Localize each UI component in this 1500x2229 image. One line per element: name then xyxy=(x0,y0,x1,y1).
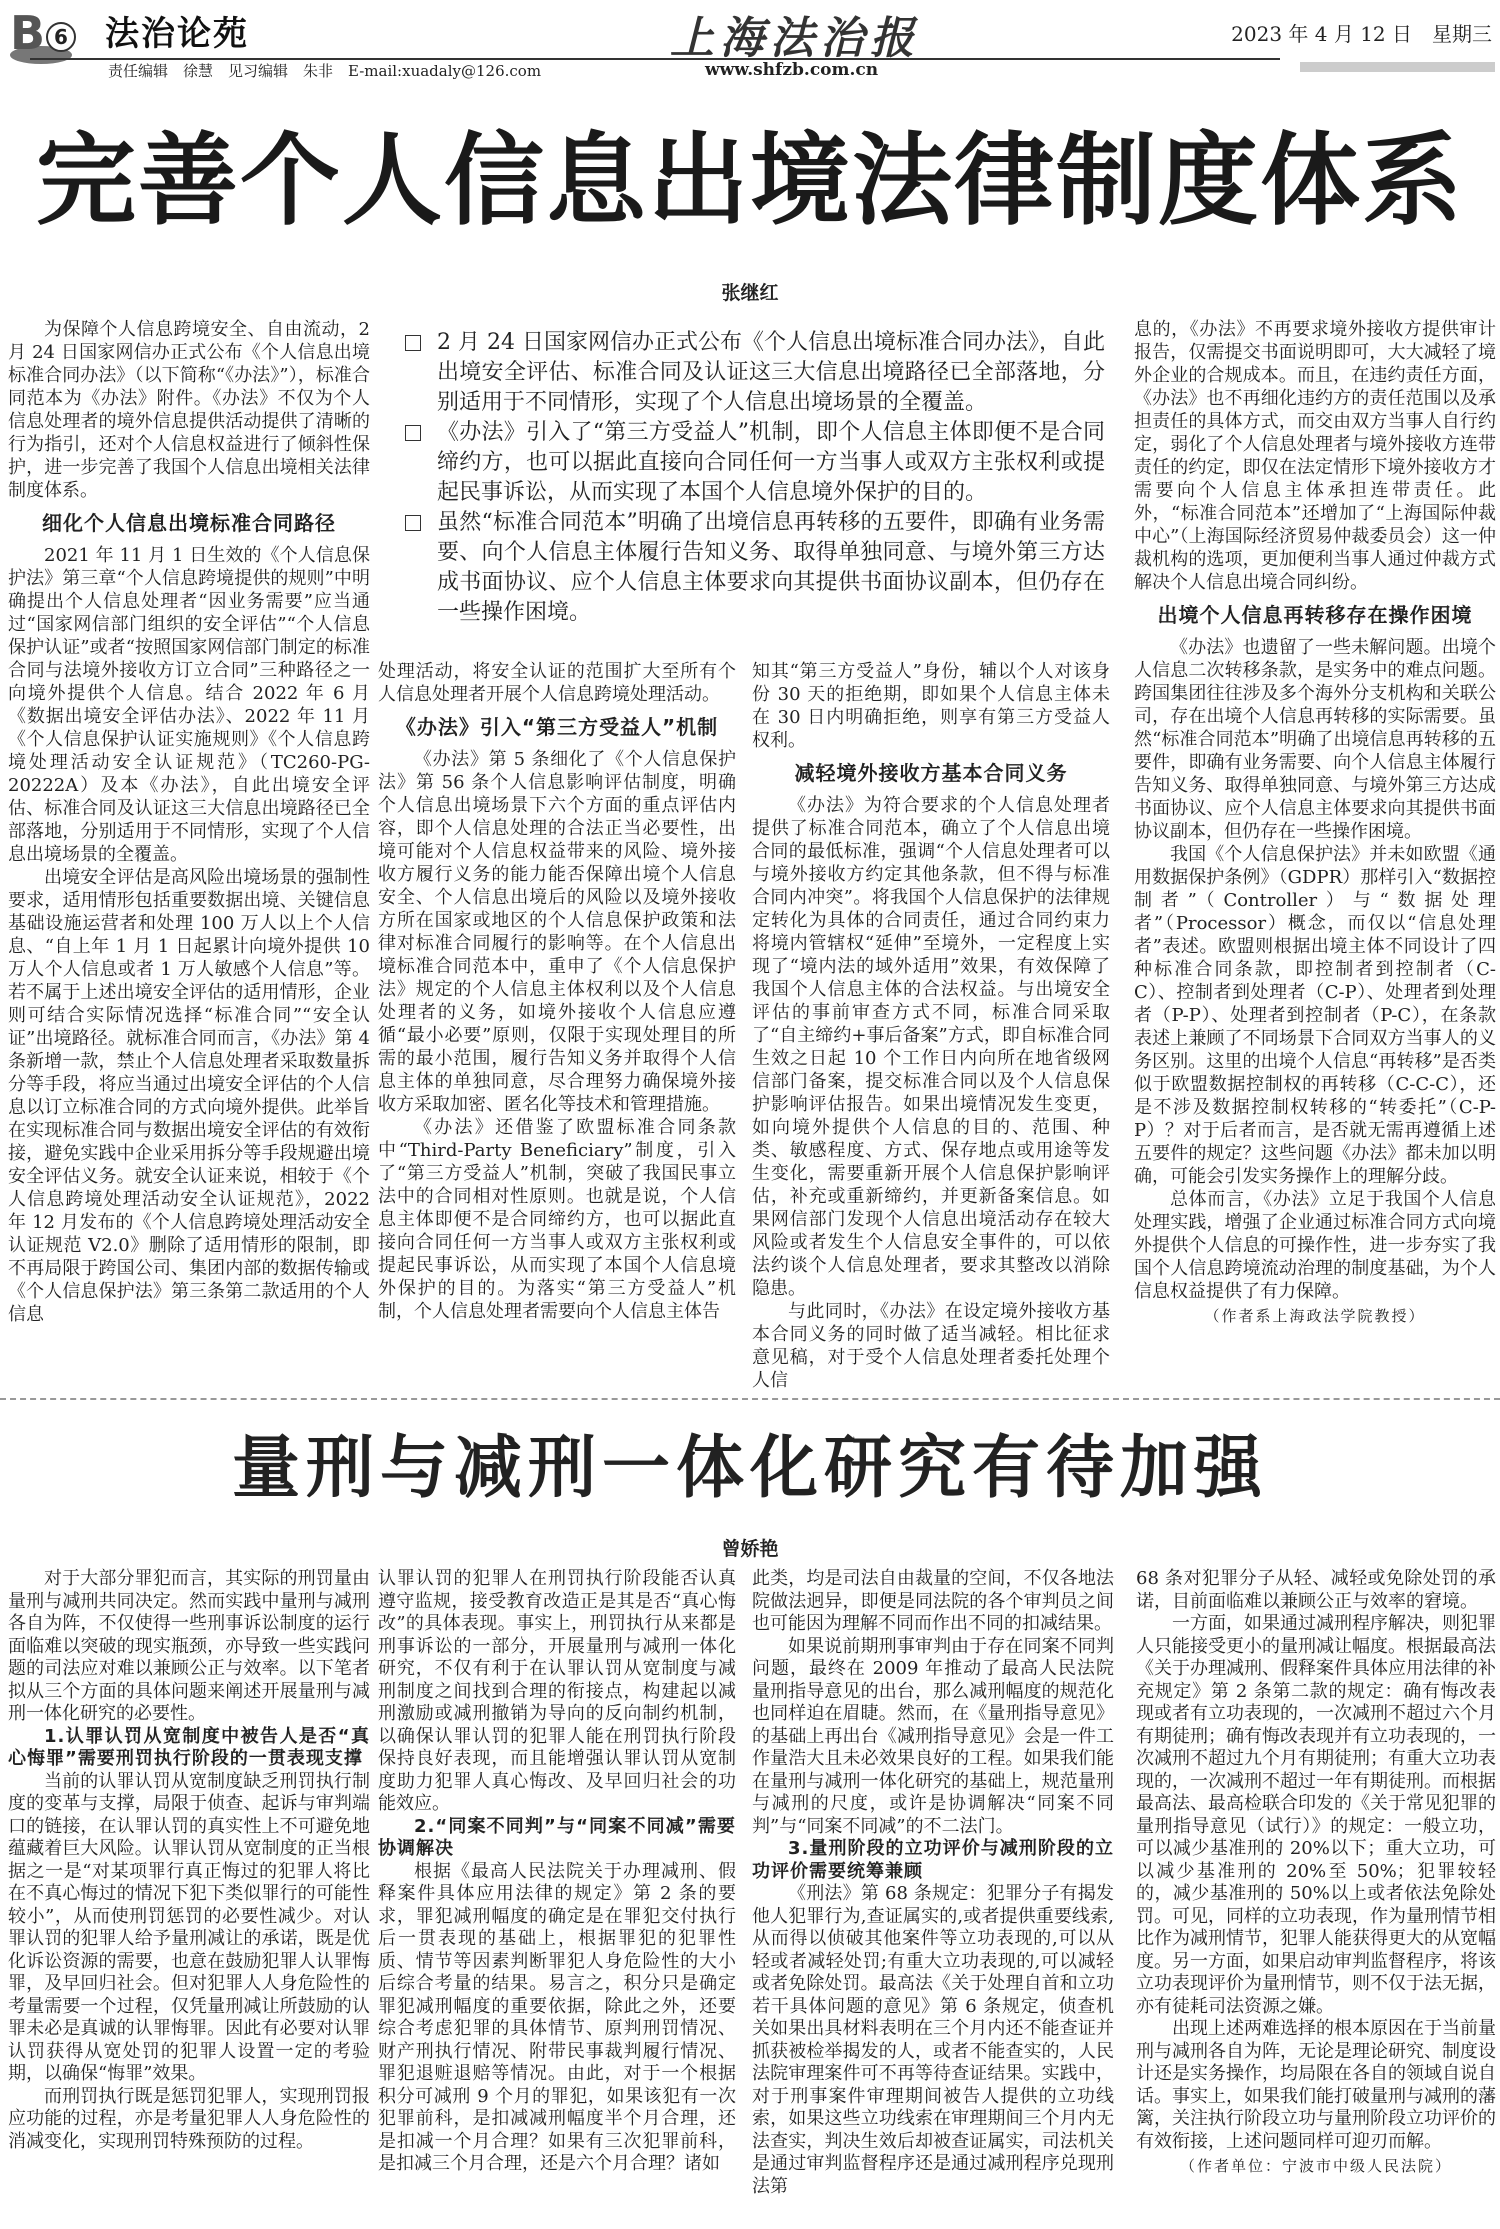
article1-column-2 xyxy=(378,660,736,1323)
summary-text: 虽然“标准合同范本”明确了出境信息再转移的五要件，即确有业务需要、向个人信息主体履行告知义务、取得单独同意、与境外第三方达成书面协议、应个人信息主体要求向其提供书面协议副本，但仍存在一些操作困境。 xyxy=(437,510,1105,625)
summary-box xyxy=(405,328,1105,628)
paragraph: 出现上述两难选择的根本原因在于当前量刑与减刑各自为阵，无论是理论研究、制度设计还是实务操作，均局限在各自的领域自说自话。事实上，如果我们能打破量刑与减刑的藩篱，关注执行阶段立功与量刑阶段立功评价的有效衔接，上述问题同样可迎刃而解。 xyxy=(1136,2018,1496,2152)
square-bullet-icon xyxy=(405,515,421,531)
article2-column-3 xyxy=(752,1568,1114,2198)
summary-item xyxy=(405,328,1105,418)
newspaper-masthead: 上海法治报 xyxy=(670,13,920,64)
paragraph: 息的，《办法》不再要求境外接收方提供审计报告，仅需提交书面说明即可，大大减轻了境外企业的合规成本。而且，在违约责任方面，《办法》也不再细化违约方的责任范围以及承担责任的具体方式，而交由双方当事人自行约定，弱化了个人信息处理者与境外接收方连带责任的约定，即仅在法定情形下境外接收方才需要向个人信息主体承担连带责任。此外，“标准合同范本”还增加了“上海国际仲裁中心”（上海国际经济贸易仲裁委员会）这一仲裁机构的选项，更加便利当事人通过仲裁方式解决个人信息出境合同纠纷。 xyxy=(1134,319,1496,593)
article2-column-4 xyxy=(1136,1568,1496,2178)
paragraph: 而刑罚执行既是惩罚犯罪人，实现刑罚报应功能的过程，亦是考量犯罪人人身危险性的消减变化，实现刑罚特殊预防的过程。 xyxy=(8,2085,370,2152)
subheading: 3.量刑阶段的立功评价与减刑阶段的立功评价需要统筹兼顾 xyxy=(752,1838,1114,1882)
page-code: B xyxy=(10,6,46,60)
article1-author: 张继红 xyxy=(721,282,779,304)
summary-text: 《办法》引入了“第三方受益人”机制，即个人信息主体即便不是合同缔约方，也可以据此直接向合同任何一方当事人或双方主张权利或提起民事诉讼，从而实现了本国个人信息境外保护的目的。 xyxy=(437,420,1105,505)
paragraph: 《办法》第 5 条细化了《个人信息保护法》第 56 条个人信息影响评估制度，明确个人信息出境场景下六个方面的重点评估内容，即个人信息处理的合法正当必要性，出境可能对个人信息权益带来的风险、境外接收方履行义务的能力能否保障出境个人信息安全、个人信息出境后的风险以及境外接收方所在国家或地区的个人信息保护政策和法律对标准合同履行的影响等。在个人信息出境标准合同范本中，重申了《个人信息保护法》规定的个人信息主体权利以及个人信息处理者的义务，如境外接收个人信息应遵循“最小必要”原则，仅限于实现处理目的所需的最小范围，履行告知义务并取得个人信息主体的单独同意，尽合理努力确保境外接收方采取加密、匿名化等技术和管理措施。 xyxy=(378,749,736,1115)
author-affiliation: （作者系上海政法学院教授） xyxy=(1204,1307,1426,1325)
article-divider xyxy=(0,1398,1500,1400)
paragraph: 与此同时，《办法》在设定境外接收方基本合同义务的同时做了适当减轻。相比征求意见稿，对于受个人信息处理者委托处理个人信 xyxy=(752,1301,1110,1391)
article1-column-3 xyxy=(752,660,1110,1392)
subheading: 减轻境外接收方基本合同义务 xyxy=(794,761,1068,785)
paragraph: 68 条对犯罪分子从轻、减轻或免除处罚的承诺，目前面临难以兼顾公正与效率的窘境。 xyxy=(1136,1568,1496,1612)
paragraph: 如果说前期刑事审判由于存在同案不同判问题，最终在 2009 年推动了最高人民法院量刑指导意见的出台，那么减刑幅度的规范化也同样迫在眉睫。然而，在《量刑指导意见》的基础上再出台《减刑指导意见》会是一件工作量浩大且未必效果良好的工程。如果我们能在量刑与减刑一体化研究的基础上，规范量刑与减刑的尺度，或许是协调解决“同案不同判”与“同案不同减”的不二法门。 xyxy=(752,1635,1114,1837)
paragraph: 认罪认罚的犯罪人在刑罚执行阶段能否认真遵守监规，接受教育改造正是其是否“真心悔改”的具体表现。事实上，刑罚执行从来都是刑事诉讼的一部分，开展量刑与减刑一体化研究，不仅有利于在认罪认罚从宽制度与减刑制度之间找到合理的衔接点，构建起以减刑激励或减刑撤销为导向的反向制约机制，以确保认罪认罚的犯罪人能在刑罚执行阶段保持良好表现，而且能增强认罪认罚从宽制度助力犯罪人真心悔改、及早回归社会的功能效应。 xyxy=(378,1568,736,1814)
website-url: www.shfzb.com.cn xyxy=(705,60,879,80)
article1-title: 完善个人信息出境法律制度体系 xyxy=(36,122,1464,239)
paragraph: 2021 年 11 月 1 日生效的《个人信息保护法》第三章“个人信息跨境提供的规则”中明确提出个人信息处理者“因业务需要”应当通过“国家网信部门组织的安全评估”“个人信息保护认证”或者“按照国家网信部门制定的标准合同与法境外接收方订立合同”三种路径之一向境外提供个人信息。结合 2022 年 6 月《数据出境安全评估办法》、2022 年 11 月《个人信息保护认证实施规则》《个人信息跨境处理活动安全认证规范》（TC260-PG-20222A）及本《办法》，自此出境安全评估、标准合同及认证这三大信息出境路径已全部落地，分别适用于不同情形，实现了个人信息出境场景的全覆盖。 xyxy=(8,545,370,865)
page-number-logo xyxy=(10,6,90,62)
page-number: 6 xyxy=(46,22,76,52)
article2-column-1 xyxy=(8,1568,370,2153)
paragraph: 根据《最高人民法院关于办理减刑、假释案件具体应用法律的规定》第 2 条的要求，罪犯减刑幅度的确定是在罪犯交付执行后一贯表现的基础上，根据罪犯的犯罪性质、情节等因素判断罪犯人身危险性的大小后综合考量的结果。易言之，积分只是确定罪犯减刑幅度的重要依据，除此之外，还要综合考虑犯罪的具体情节、原判刑罚情况、财产刑执行情况、附带民事裁判履行情况、罪犯退赃退赔等情况。由此，对于一个根据积分可减刑 9 个月的罪犯，如果该犯有一次犯罪前科，是扣减减刑幅度半个月合理，还是扣减一个月合理？如果有三次犯罪前科，是扣减三个月合理，还是六个月合理？诸如 xyxy=(378,1860,736,2174)
paragraph: 当前的认罪认罚从宽制度缺乏刑罚执行制度的变革与支撑，局限于侦查、起诉与审判端口的链接，在认罪认罚的真实性上不可避免地蕴藏着巨大风险。认罪认罚从宽制度的正当根据之一是“对某项罪行真正悔过的犯罪人将比在不真心悔过的情况下犯下类似罪行的可能性较小”，从而使刑罚惩罚的必要性减少。对认罪认罚的犯罪人给予量刑减让的承诺，既是优化诉讼资源的需要，也意在鼓励犯罪人认罪悔罪，及早回归社会。但对犯罪人人身危险性的考量需要一个过程，仅凭量刑减让所鼓励的认罪未必是真诚的认罪悔罪。因此有必要对认罪认罚获得从宽处罚的犯罪人设置一定的考验期，以确保“悔罪”效果。 xyxy=(8,1770,370,2084)
author-affiliation: （作者单位：宁波市中级人民法院） xyxy=(1179,2157,1452,2175)
subheading: 2.“同案不同判”与“同案不同减”需要协调解决 xyxy=(378,1815,736,1859)
summary-item xyxy=(405,418,1105,508)
paragraph: 此类，均是司法自由裁量的空间，不仅各地法院做法迥异，即便是同法院的各个审判员之间也可能因为理解不同而作出不同的扣减结果。 xyxy=(752,1568,1114,1634)
article2-title: 量刑与减刑一体化研究有待加强 xyxy=(231,1429,1268,1508)
article1-column-1 xyxy=(8,318,370,1326)
paragraph: 《办法》也遗留了一些未解问题。出境个人信息二次转移条款，是实务中的难点问题。跨国集团往往涉及多个海外分支机构和关联公司，存在出境个人信息再转移的实际需要。虽然“标准合同范本”明确了出境信息再转移的五要件，即确有业务需要、向个人信息主体履行告知义务、取得单独同意、与境外第三方达成书面协议、应个人信息主体要求向其提供书面协议副本，但仍存在一些操作困境。 xyxy=(1134,637,1496,842)
editors-line: 责任编辑 徐慧 见习编辑 朱非 E-mail:xuadaly@126.com xyxy=(108,62,542,80)
paragraph: 出境安全评估是高风险出境场景的强制性要求，适用情形包括重要数据出境、关键信息基础设施运营者和处理 100 万人以上个人信息、“自上年 1 月 1 日起累计向境外提供 10 万人个人信息或者 1 万人敏感个人信息”等。若不属于上述出境安全评估的适用情形，企业则可结合实际情况选择“标准合同”“安全认证”出境路径。就标准合同而言，《办法》第 4 条新增一款，禁止个人信息处理者采取数量拆分等手段，将应当通过出境安全评估的个人信息以订立标准合同的方式向境外提供。此举旨在实现标准合同与数据出境安全评估的有效衔接，避免实践中企业采用拆分等手段规避出境安全评估义务。就安全认证来说，相较于《个人信息跨境处理活动安全认证规范》，2022 年 12 月发布的《个人信息跨境处理活动安全认证规范 V2.0》删除了适用情形的限制，即不再局限于跨国公司、集团内部的数据传输或《个人信息保护法》第三条第二款适用的个人信息 xyxy=(8,867,370,1325)
subheading: 1.认罪认罚从宽制度中被告人是否“真心悔罪”需要刑罚执行阶段的一贯表现支撑 xyxy=(8,1725,370,1769)
article2-column-2 xyxy=(378,1568,736,2176)
paragraph: 《办法》还借鉴了欧盟标准合同条款中“Third-Party Beneficiary”制度，引入了“第三方受益人”机制，突破了我国民事立法中的合同相对性原则。也就是说，个人信息主体即便不是合同缔约方，也可以据此直接向合同任何一方当事人或双方主张权利或提起民事诉讼，从而实现了本国个人信息境外保护的目的。为落实“第三方受益人”机制，个人信息处理者需要向个人信息主体告 xyxy=(378,1117,736,1322)
article2-author: 曾娇艳 xyxy=(721,1538,779,1560)
issue-date: 2023 年 4 月 12 日 星期三 xyxy=(1231,22,1492,46)
paragraph: 《刑法》第 68 条规定：犯罪分子有揭发他人犯罪行为,查证属实的,或者提供重要线索,从而得以侦破其他案件等立功表现的,可以从轻或者减轻处罚;有重大立功表现的,可以减轻或者免除处罚。最高法《关于处理自首和立功若干具体问题的意见》第 6 条规定，侦查机关如果出具材料表明在三个月内还不能查证并抓获被检举揭发的人，或者不能查实的，人民法院审理案件可不再等待查证结果。实践中，对于刑事案件审理期间被告人提供的立功线索，如果这些立功线索在审理期间三个月内无法查实，判决生效后却被查证属实，司法机关是通过审判监督程序还是通过减刑程序兑现刑法第 xyxy=(752,1883,1114,2197)
paragraph: 《办法》为符合要求的个人信息处理者提供了标准合同范本，确立了个人信息出境合同的最低标准，强调“个人信息处理者可以与境外接收方约定其他条款，但不得与标准合同内冲突”。将我国个人信息保护的法律规定转化为具体的合同责任，通过合同约束力将境内管辖权“延伸”至境外，一定程度上实现了“境内法的域外适用”效果，有效保障了我国个人信息主体的合法权益。与出境安全评估的事前审查方式不同，标准合同采取了“自主缔约+事后备案”方式，即自标准合同生效之日起 10 个工作日内向所在地省级网信部门备案，提交标准合同以及个人信息保护影响评估报告。如果出境情况发生变更，如向境外提供个人信息的目的、范围、种类、敏感程度、方式、保存地点或用途等发生变化，需要重新开展个人信息保护影响评估，补充或重新缔约，并更新备案信息。如果网信部门发现个人信息出境活动存在较大风险或者发生个人信息安全事件的，可以依法约谈个人信息处理者，要求其整改以消除隐患。 xyxy=(752,795,1110,1299)
paragraph: 一方面，如果通过减刑程序解决，则犯罪人只能接受更小的量刑减让幅度。根据最高法《关于办理减刑、假释案件具体应用法律的补充规定》第 2 条第二款的规定：确有悔改表现或者有立功表现的，一次减刑不超过六个月有期徒刑；确有悔改表现并有立功表现的，一次减刑不超过九个月有期徒刑；有重大立功表现的，一次减刑不超过一年有期徒刑。而根据最高法、最高检联合印发的《关于常见犯罪的量刑指导意见（试行）》的规定：一般立功，可以减少基准刑的 20%以下；重大立功，可以减少基准刑的 20%至 50%；犯罪较轻的，减少基准刑的 50%以上或者依法免除处罚。可见，同样的立功表现，作为量刑情节相比作为减刑情节，犯罪人能获得更大的从宽幅度。另一方面，如果启动审判监督程序，将该立功表现评价为量刑情节，则不仅于法无据，亦有徒耗司法资源之嫌。 xyxy=(1136,1613,1496,2017)
subheading: 出境个人信息再转移存在操作困境 xyxy=(1157,603,1473,627)
subheading: 细化个人信息出境标准合同路径 xyxy=(42,511,336,535)
summary-item xyxy=(405,508,1105,628)
article1-column-4 xyxy=(1134,318,1496,1328)
paragraph: 总体而言，《办法》立足于我国个人信息处理实践，增强了企业通过标准合同方式向境外提供个人信息的可操作性，进一步夯实了我国个人信息跨境流动治理的制度基础，为个人信息权益提供了有力保障。 xyxy=(1134,1189,1496,1302)
section-name: 法治论苑 xyxy=(105,14,249,54)
header-grey-bar xyxy=(1300,62,1495,72)
paragraph: 我国《个人信息保护法》并未如欧盟《通用数据保护条例》（GDPR）那样引入“数据控制者”（Controller）与“数据处理者”（Processor）概念，而仅以“信息处理者”表述。欧盟则根据出境主体不同设计了四种标准合同条款，即控制者到控制者（C-C）、控制者到处理者（C-P）、处理者到处理者（P-P）、处理者到控制者（P-C），在条款表述上兼顾了不同场景下合同双方当事人的义务区别。这里的出境个人信息“再转移”是否类似于欧盟数据控制权的再转移（C-C-C），还是不涉及数据控制权转移的“转委托”（C-P-P）？对于后者而言，是否就无需再遵循上述五要件的规定？这些问题《办法》都未加以明确，可能会引发实务操作上的理解分歧。 xyxy=(1134,844,1496,1187)
paragraph: 对于大部分罪犯而言，其实际的刑罚量由量刑与减刑共同决定。然而实践中量刑与减刑各自为阵，不仅使得一些刑事诉讼制度的运行面临难以突破的现实瓶颈，亦导致一些实践问题的司法应对难以兼顾公正与效率。以下笔者拟从三个方面的具体问题来阐述开展量刑与减刑一体化研究的必要性。 xyxy=(8,1568,370,1724)
square-bullet-icon xyxy=(405,335,421,351)
paragraph: 为保障个人信息跨境安全、自由流动，2 月 24 日国家网信办正式公布《个人信息出境标准合同办法》（以下简称“《办法》”），标准合同范本为《办法》附件。《办法》不仅为个人信息处理者的境外信息提供活动提供了清晰的行为指引，还对个人信息权益进行了倾斜性保护，进一步完善了我国个人信息出境相关法律制度体系。 xyxy=(8,319,370,501)
square-bullet-icon xyxy=(405,425,421,441)
paragraph: 知其“第三方受益人”身份，辅以个人对该身份 30 天的拒绝期，即如果个人信息主体未在 30 日内明确拒绝，则享有第三方受益人权利。 xyxy=(752,661,1110,751)
subheading: 《办法》引入“第三方受益人”机制 xyxy=(395,715,719,739)
summary-text: 2 月 24 日国家网信办正式公布《个人信息出境标准合同办法》，自此出境安全评估、标准合同及认证这三大信息出境路径已全部落地，分别适用于不同情形，实现了个人信息出境场景的全覆盖。 xyxy=(437,330,1105,415)
paragraph: 处理活动，将安全认证的范围扩大至所有个人信息处理者开展个人信息跨境处理活动。 xyxy=(378,661,736,705)
